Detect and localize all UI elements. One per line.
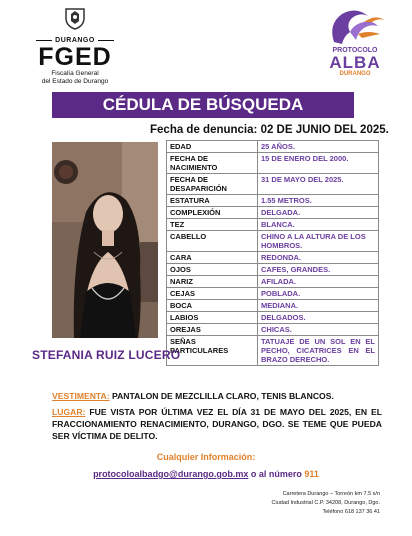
table-row: [167, 252, 379, 264]
address-line: Teléfono 618 137 36 41: [322, 509, 380, 515]
table-row: [167, 141, 379, 153]
clothing-label: VESTIMENTA:: [52, 391, 110, 401]
detail-value: 1.55 METROS.: [258, 195, 379, 207]
table-row: [167, 276, 379, 288]
info-heading: Cualquier Información:: [156, 452, 256, 462]
detail-value: REDONDA.: [258, 252, 379, 264]
table-row: [167, 312, 379, 324]
report-date: [150, 124, 389, 136]
contact-connector: o al número: [250, 469, 302, 479]
alba-state: DURANGO: [339, 71, 371, 77]
detail-label: SEÑAS PARTICULARES: [167, 336, 258, 366]
fged-logo: [20, 6, 130, 86]
detail-value: DELGADOS.: [258, 312, 379, 324]
address-line: Carretera Durango – Torreón km 7.5 s/n: [282, 491, 380, 497]
detail-label: CARA: [167, 252, 258, 264]
table-row: [167, 300, 379, 312]
detail-label: ESTATURA: [167, 195, 258, 207]
table-row: [167, 174, 379, 195]
location-label: LUGAR:: [52, 407, 86, 417]
detail-value: MEDIANA.: [258, 300, 379, 312]
table-row: [167, 324, 379, 336]
table-row: [167, 219, 379, 231]
details-table: [166, 140, 379, 366]
detail-value: 15 DE ENERO DEL 2000.: [258, 153, 379, 174]
fged-state: DURANGO: [20, 37, 130, 44]
detail-value: 25 AÑOS.: [258, 141, 379, 153]
woman-profile-icon: [320, 6, 390, 46]
detail-value: CAFES, GRANDES.: [258, 264, 379, 276]
clothing-text: PANTALON DE MEZCLILLA CLARO, TENIS BLANCOS.: [112, 391, 334, 401]
detail-value: TATUAJE DE UN SOL EN EL PECHO, CICATRICES EN EL BRAZO DERECHO.: [258, 336, 379, 366]
alba-logo: [312, 6, 398, 88]
coat-of-arms-icon: [62, 6, 88, 30]
title-banner: CÉDULA DE BÚSQUEDA: [52, 92, 354, 118]
table-row: [167, 195, 379, 207]
detail-value: POBLADA.: [258, 288, 379, 300]
contact-email-link[interactable]: protocoloalbadgo@durango.gob.mx: [93, 469, 249, 479]
detail-label: FECHA DE DESAPARICIÓN: [167, 174, 258, 195]
missing-person-photo: [52, 142, 158, 338]
fged-acronym: FGED: [38, 43, 112, 71]
detail-value: BLANCA.: [258, 219, 379, 231]
detail-label: CEJAS: [167, 288, 258, 300]
clothing-paragraph: [52, 390, 382, 402]
detail-label: OJOS: [167, 264, 258, 276]
detail-value: DELGADA.: [258, 207, 379, 219]
detail-label: FECHA DE NACIMIENTO: [167, 153, 258, 174]
detail-value: CHINO A LA ALTURA DE LOS HOMBROS.: [258, 231, 379, 252]
fged-line1: Fiscalía General: [51, 70, 99, 77]
detail-label: LABIOS: [167, 312, 258, 324]
detail-label: CABELLO: [167, 231, 258, 252]
detail-label: TEZ: [167, 219, 258, 231]
portrait-photo: [52, 142, 158, 338]
table-row: [167, 207, 379, 219]
table-row: [167, 336, 379, 366]
detail-value: AFILADA.: [258, 276, 379, 288]
detail-value: CHICAS.: [258, 324, 379, 336]
detail-label: OREJAS: [167, 324, 258, 336]
detail-label: BOCA: [167, 300, 258, 312]
fged-line2: del Estado de Durango: [41, 78, 109, 85]
detail-label: COMPLEXIÓN: [167, 207, 258, 219]
location-text: FUE VISTA POR ÚLTIMA VEZ EL DÍA 31 DE MAYO DEL 2025, EN EL FRACCIONAMIENTO RENACIMIENTO, DURANGO, DGO. SE TEME QUE PUEDA SER VÍCTIMA DE DELITO.: [52, 407, 383, 441]
address-line: Ciudad Industrial C.P. 34208, Durango, Dgo.: [271, 500, 380, 506]
table-row: [167, 231, 379, 252]
report-date-label: Fecha de denuncia:: [150, 124, 258, 136]
alba-name: ALBA: [329, 53, 381, 72]
emergency-number: 911: [304, 469, 319, 479]
location-paragraph: [52, 406, 382, 442]
table-row: [167, 288, 379, 300]
detail-label: NARIZ: [167, 276, 258, 288]
alba-protocolo: PROTOCOLO: [332, 47, 378, 54]
report-date-value: 02 DE JUNIO DEL 2025.: [260, 124, 389, 136]
person-name: STEFANIA RUIZ LUCERO: [32, 348, 181, 362]
table-row: [167, 264, 379, 276]
detail-value: 31 DE MAYO DEL 2025.: [258, 174, 379, 195]
contact-line: [0, 469, 412, 479]
detail-label: EDAD: [167, 141, 258, 153]
table-row: [167, 153, 379, 174]
